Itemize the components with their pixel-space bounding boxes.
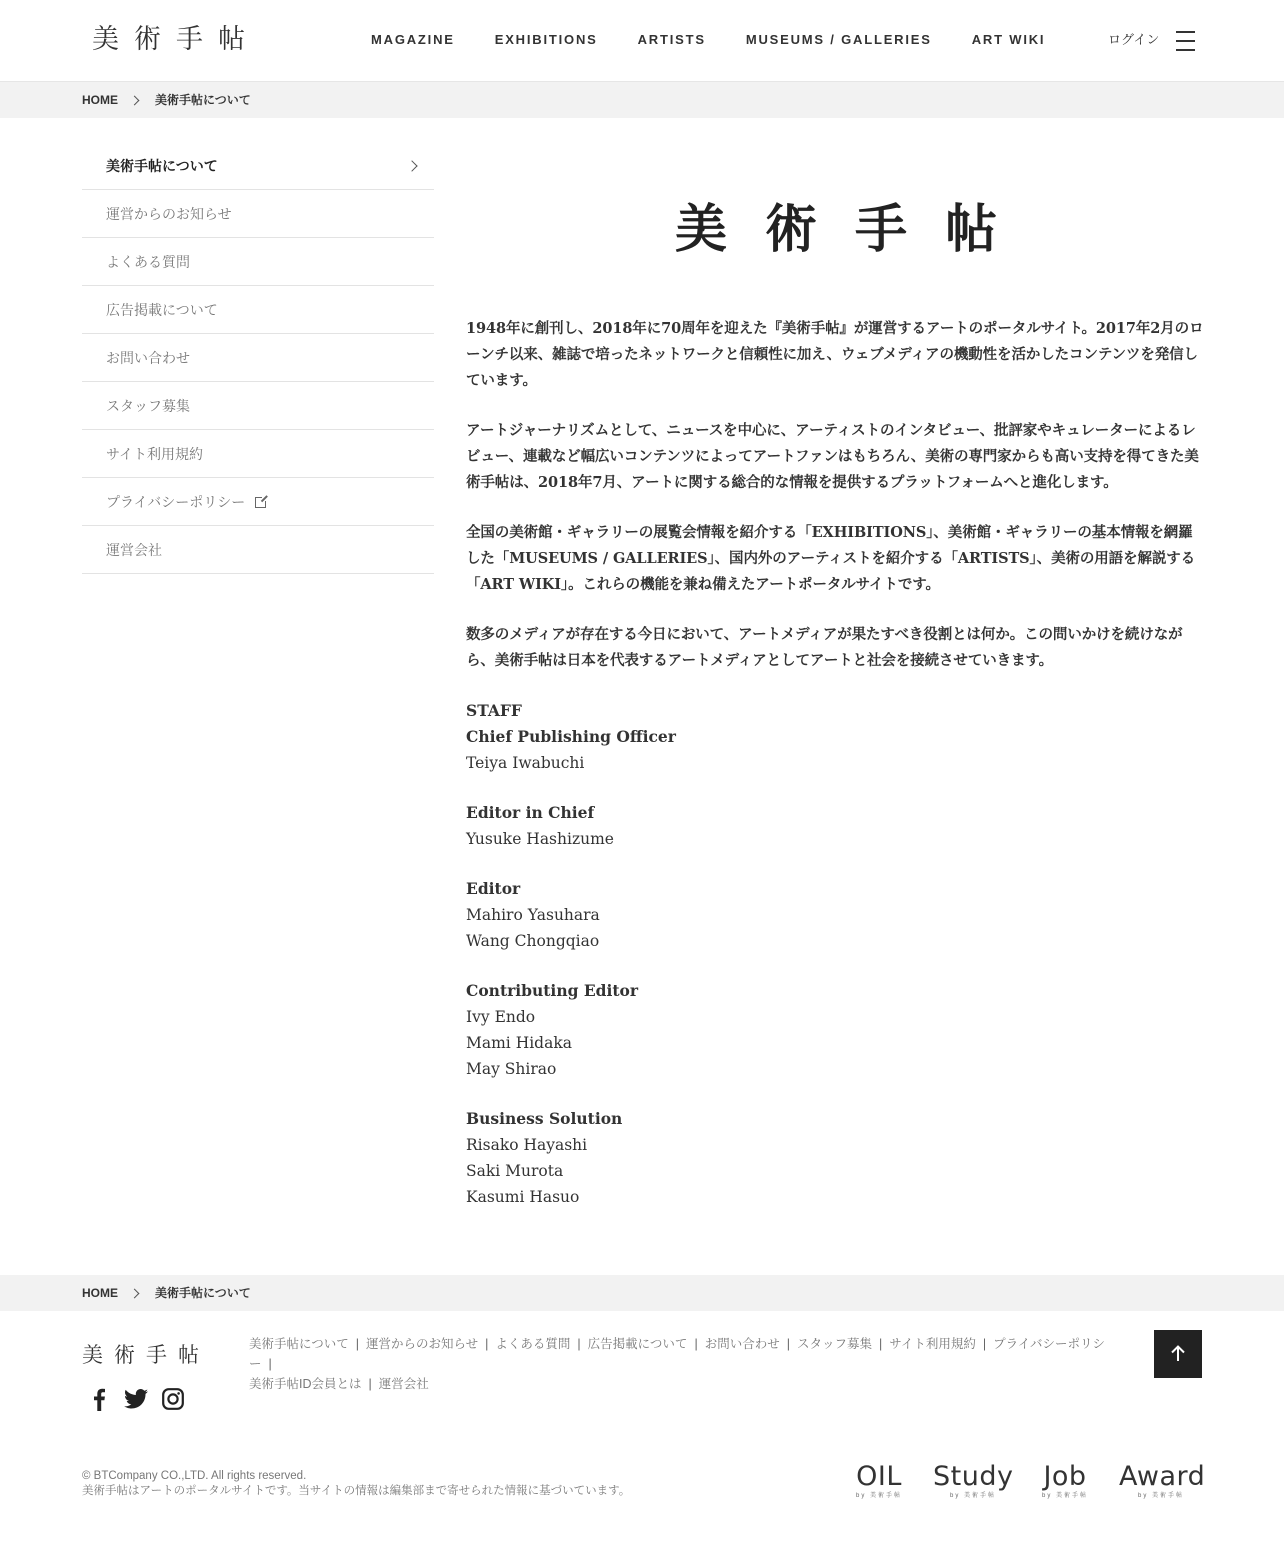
staff-name: Teiya Iwabuchi xyxy=(466,754,585,772)
staff-name: Mahiro Yasuhara xyxy=(466,906,600,924)
staff-name: Risako Hayashi xyxy=(466,1136,588,1154)
staff-name: May Shirao xyxy=(466,1060,557,1078)
link-separator: | xyxy=(786,1337,790,1351)
arrow-up-icon xyxy=(1154,1330,1202,1378)
sidebar-item-label: お問い合わせ xyxy=(106,350,190,366)
chevron-right-icon xyxy=(130,95,140,105)
instagram-icon[interactable] xyxy=(162,1388,184,1415)
breadcrumb-current: 美術手帖について xyxy=(155,93,251,107)
page-title: 美術手帖 xyxy=(674,199,1035,260)
sidebar-item-label: サイト利用規約 xyxy=(106,446,204,462)
brand-name: Study xyxy=(933,1461,1014,1492)
nav-museums-galleries[interactable]: MUSEUMS / GALLERIES xyxy=(745,32,932,47)
link-separator: | xyxy=(485,1337,489,1351)
breadcrumb-current: 美術手帖について xyxy=(155,1286,251,1300)
about-paragraph: 1948年に創刊し、2018年に70周年を迎えた『美術手帖』が運営するアートのポータルサイト。2017年2月のローンチ以来、雑誌で培ったネットワークと信頼性に加え、ウェブメディアの機動性を活かしたコンテンツを発信しています。 xyxy=(466,320,1204,389)
sidebar-item-label: プライバシーポリシー xyxy=(106,494,246,510)
brand-name: Award xyxy=(1119,1461,1206,1492)
brand-sub: by 美術手帖 xyxy=(855,1493,902,1499)
link-separator: | xyxy=(268,1357,272,1371)
link-separator: | xyxy=(694,1337,698,1351)
sidebar-item-label: スタッフ募集 xyxy=(106,398,190,414)
sidebar-item-contact[interactable] xyxy=(82,334,434,382)
breadcrumb-home[interactable]: HOME xyxy=(82,93,118,107)
twitter-icon[interactable] xyxy=(124,1389,148,1414)
staff-list xyxy=(466,698,1206,1210)
footer-link-company[interactable]: 運営会社 xyxy=(378,1377,429,1391)
main-content xyxy=(466,195,1206,1234)
staff-heading: STAFF xyxy=(466,701,522,720)
sidebar xyxy=(82,142,434,574)
staff-role: Editor in Chief xyxy=(466,803,595,822)
chevron-right-icon xyxy=(130,1288,140,1298)
staff-group xyxy=(466,978,1206,1082)
footer-link-about[interactable]: 美術手帖について xyxy=(249,1337,349,1351)
breadcrumb-bar xyxy=(0,82,1284,118)
link-separator: | xyxy=(878,1337,883,1351)
sidebar-item-company[interactable] xyxy=(82,526,434,574)
nav-magazine[interactable]: MAGAZINE xyxy=(371,32,455,47)
footer-breadcrumb-bar xyxy=(0,1275,1284,1311)
sidebar-item-label: 運営会社 xyxy=(106,542,162,558)
staff-name: Kasumi Hasuo xyxy=(466,1188,580,1206)
footer-link-terms[interactable]: サイト利用規約 xyxy=(889,1337,976,1351)
footer-link-faq[interactable]: よくある質問 xyxy=(495,1337,571,1351)
login-link[interactable]: ログイン xyxy=(1108,32,1160,47)
staff-role: Editor xyxy=(466,879,521,898)
sidebar-item-advertising[interactable] xyxy=(82,286,434,334)
staff-group xyxy=(466,876,1206,954)
footer-link-privacy[interactable]: プライバシーポリシー xyxy=(249,1337,1105,1371)
link-separator: | xyxy=(982,1337,987,1351)
footer-link-recruit[interactable]: スタッフ募集 xyxy=(796,1337,872,1351)
nav-artists[interactable]: ARTISTS xyxy=(637,32,706,47)
brand-sub: by 美術手帖 xyxy=(1137,1493,1184,1499)
sidebar-item-label: 広告掲載について xyxy=(106,302,218,318)
staff-group xyxy=(466,698,1206,776)
chevron-right-icon xyxy=(406,160,417,171)
link-separator: | xyxy=(368,1377,372,1391)
brand-sub: by 美術手帖 xyxy=(1041,1493,1088,1499)
back-to-top-button[interactable] xyxy=(1154,1330,1202,1378)
sidebar-item-recruit[interactable] xyxy=(82,382,434,430)
staff-name: Yusuke Hashizume xyxy=(466,830,614,848)
menu-icon[interactable] xyxy=(1176,31,1195,51)
brand-award[interactable] xyxy=(1119,1461,1206,1500)
sidebar-item-news[interactable] xyxy=(82,190,434,238)
nav-exhibitions[interactable]: EXHIBITIONS xyxy=(494,32,598,47)
footer-copyright xyxy=(82,1469,630,1499)
sidebar-item-terms[interactable] xyxy=(82,430,434,478)
sidebar-item-faq[interactable] xyxy=(82,238,434,286)
brand-name: Job xyxy=(1043,1461,1087,1492)
footer-links xyxy=(249,1334,1109,1394)
breadcrumb-home[interactable]: HOME xyxy=(82,1286,118,1300)
breadcrumb xyxy=(82,93,251,107)
sidebar-item-label: よくある質問 xyxy=(106,254,190,270)
footer-link-advertising[interactable]: 広告掲載について xyxy=(587,1337,688,1351)
footer-logo[interactable]: 美術手帖 xyxy=(82,1343,210,1367)
link-separator: | xyxy=(577,1337,581,1351)
global-nav xyxy=(371,31,1045,49)
nav-art-wiki[interactable]: ART WIKI xyxy=(971,32,1046,47)
about-text xyxy=(466,316,1206,674)
brand-study[interactable] xyxy=(933,1462,1013,1500)
facebook-icon[interactable] xyxy=(88,1387,110,1416)
breadcrumb xyxy=(82,1286,251,1300)
social-links xyxy=(88,1387,184,1416)
external-link-icon xyxy=(255,497,266,508)
sidebar-item-label: 運営からのお知らせ xyxy=(106,206,232,222)
brand-logos xyxy=(853,1461,1206,1502)
footer-link-news[interactable]: 運営からのお知らせ xyxy=(366,1337,479,1351)
staff-name: Mami Hidaka xyxy=(466,1034,572,1052)
sidebar-item-privacy[interactable] xyxy=(82,478,434,526)
brand-oil[interactable] xyxy=(853,1462,905,1500)
footer-link-contact[interactable]: お問い合わせ xyxy=(704,1337,780,1351)
brand-sub: by 美術手帖 xyxy=(949,1493,996,1499)
staff-group xyxy=(466,1106,1206,1210)
brand-job[interactable] xyxy=(1037,1462,1093,1500)
staff-role: Chief Publishing Officer xyxy=(466,727,676,746)
sidebar-item-label: 美術手帖について xyxy=(106,158,218,174)
staff-role: Contributing Editor xyxy=(466,981,639,1000)
sidebar-item-about[interactable] xyxy=(82,142,434,190)
copyright-text: © BTCompany CO.,LTD. All rights reserved. xyxy=(82,1470,307,1482)
brand-name: OIL xyxy=(856,1461,902,1492)
about-paragraph: 全国の美術館・ギャラリーの展覧会情報を紹介する「EXHIBITIONS」、美術館・ギャラリーの基本情報を網羅した「MUSEUMS / GALLERIES」、国内外のアーティストを紹介する「ARTISTS」、美術の用語を解説する「ART WIKI」。これらの機能を兼ね備えたアートポータルサイトです。 xyxy=(466,524,1196,593)
staff-name: Ivy Endo xyxy=(466,1008,536,1026)
staff-name: Wang Chongqiao xyxy=(466,932,600,950)
staff-name: Saki Murota xyxy=(466,1162,564,1180)
site-note: 美術手帖はアートのポータルサイトです。当サイトの情報は編集部まで寄せられた情報に基づいています。 xyxy=(82,1485,631,1497)
about-paragraph: アートジャーナリズムとして、ニュースを中心に、アーティストのインタビュー、批評家やキュレーターによるレビュー、連載など幅広いコンテンツによってアートファンはもちろん、美術の専門家からも高い支持を得てきた美術手帖は、2018年7月、アートに関する総合的な情報を提供するプラットフォームへと進化します。 xyxy=(466,422,1199,491)
staff-group xyxy=(466,800,1206,852)
site-logo[interactable]: 美術手帖 xyxy=(92,24,260,55)
link-separator: | xyxy=(355,1337,360,1351)
footer-link-id-member[interactable]: 美術手帖ID会員とは xyxy=(249,1377,362,1391)
about-paragraph: 数多のメディアが存在する今日において、アートメディアが果たすべき役割とは何か。この問いかけを続けながら、美術手帖は日本を代表するアートメディアとしてアートと社会を接続させていきます。 xyxy=(466,626,1183,669)
staff-role: Business Solution xyxy=(466,1109,623,1128)
site-header xyxy=(0,0,1284,82)
